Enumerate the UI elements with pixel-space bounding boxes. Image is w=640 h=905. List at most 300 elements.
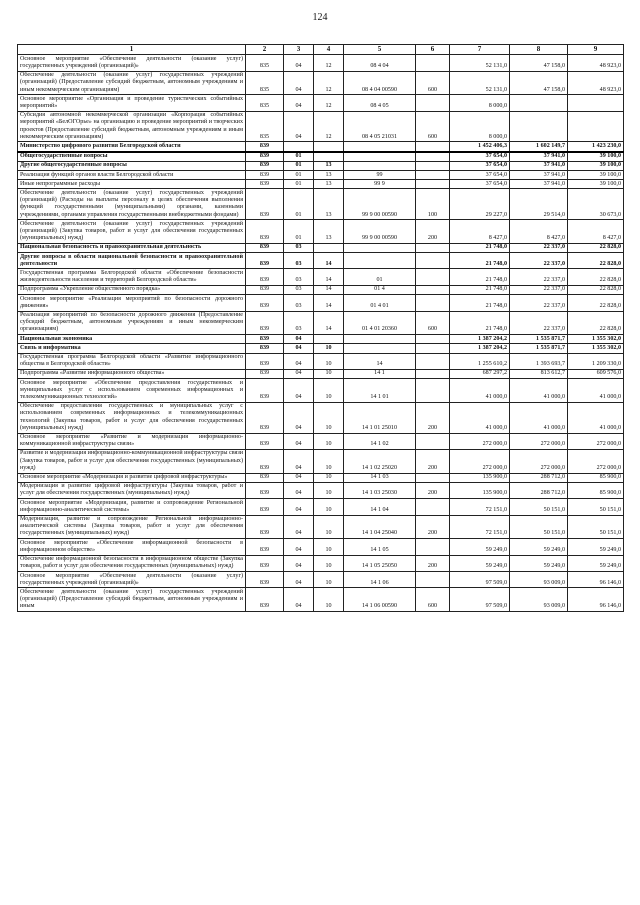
section-code: 03 bbox=[284, 285, 314, 294]
subsection-code: 12 bbox=[314, 55, 344, 71]
expense-type-code: 600 bbox=[416, 111, 450, 142]
expense-type-code: 200 bbox=[416, 402, 450, 433]
amount-year-1: 135 900,0 bbox=[450, 482, 510, 498]
table-row bbox=[18, 180, 624, 189]
header-row bbox=[18, 45, 624, 55]
expense-type-code bbox=[416, 55, 450, 71]
expense-type-code bbox=[416, 539, 450, 555]
subsection-code: 12 bbox=[314, 111, 344, 142]
amount-year-2: 22 337,0 bbox=[510, 253, 568, 269]
amount-year-3: 1 355 302,0 bbox=[568, 344, 624, 353]
target-article-code bbox=[344, 243, 416, 252]
ministry-code: 839 bbox=[246, 473, 284, 482]
subsection-code: 10 bbox=[314, 473, 344, 482]
ministry-code: 839 bbox=[246, 253, 284, 269]
subsection-code: 12 bbox=[314, 95, 344, 111]
expense-type-code: 100 bbox=[416, 189, 450, 220]
target-article-code: 08 4 05 21031 bbox=[344, 111, 416, 142]
amount-year-1: 37 654,0 bbox=[450, 152, 510, 162]
ministry-code: 839 bbox=[246, 402, 284, 433]
table-row bbox=[18, 379, 624, 403]
amount-year-2: 93 009,0 bbox=[510, 572, 568, 588]
amount-year-3: 41 000,0 bbox=[568, 379, 624, 403]
expense-type-code bbox=[416, 161, 450, 170]
expense-type-code bbox=[416, 379, 450, 403]
amount-year-3: 96 146,0 bbox=[568, 588, 624, 612]
section-code: 04 bbox=[284, 55, 314, 71]
ministry-code: 839 bbox=[246, 243, 284, 252]
expense-type-code bbox=[416, 335, 450, 344]
amount-year-2: 50 151,0 bbox=[510, 515, 568, 539]
expense-type-code bbox=[416, 295, 450, 311]
section-code: 04 bbox=[284, 539, 314, 555]
amount-year-2: 37 941,0 bbox=[510, 171, 568, 180]
expense-type-code: 200 bbox=[416, 449, 450, 473]
row-name: Государственная программа Белгородской области «Развитие информационного общества в Белгородской области» bbox=[18, 353, 246, 369]
row-name: Реализация мероприятий по безопасности дорожного движения (Предоставление субсидий бюджетным, автономным учреждениям и иным некоммерческим организациям) bbox=[18, 311, 246, 335]
table-row bbox=[18, 515, 624, 539]
amount-year-2 bbox=[510, 95, 568, 111]
ministry-code: 839 bbox=[246, 285, 284, 294]
table-row bbox=[18, 402, 624, 433]
amount-year-3: 1 423 230,0 bbox=[568, 142, 624, 152]
table-row bbox=[18, 433, 624, 449]
ministry-code: 839 bbox=[246, 269, 284, 285]
subsection-code: 10 bbox=[314, 555, 344, 571]
section-code: 01 bbox=[284, 220, 314, 244]
amount-year-1: 1 452 406,3 bbox=[450, 142, 510, 152]
table-row bbox=[18, 71, 624, 95]
amount-year-3: 41 000,0 bbox=[568, 402, 624, 433]
row-name: Подпрограмма «Укрепление общественного порядка» bbox=[18, 285, 246, 294]
section-code bbox=[284, 142, 314, 152]
subsection-code: 10 bbox=[314, 344, 344, 353]
ministry-code: 839 bbox=[246, 588, 284, 612]
section-code: 04 bbox=[284, 369, 314, 378]
ministry-code: 839 bbox=[246, 379, 284, 403]
expense-type-code bbox=[416, 142, 450, 152]
table-row bbox=[18, 253, 624, 269]
amount-year-2: 41 000,0 bbox=[510, 379, 568, 403]
subsection-code: 10 bbox=[314, 449, 344, 473]
target-article-code bbox=[344, 142, 416, 152]
amount-year-3: 22 828,0 bbox=[568, 311, 624, 335]
section-code: 04 bbox=[284, 402, 314, 433]
ministry-code: 839 bbox=[246, 189, 284, 220]
target-article-code: 14 1 04 25040 bbox=[344, 515, 416, 539]
amount-year-1: 1 387 204,2 bbox=[450, 344, 510, 353]
row-name: Государственная программа Белгородской области «Обеспечение безопасности жизнедеятельности населения и территорий Белгородской области» bbox=[18, 269, 246, 285]
target-article-code: 14 1 06 00590 bbox=[344, 588, 416, 612]
amount-year-3: 59 249,0 bbox=[568, 539, 624, 555]
ministry-code: 839 bbox=[246, 335, 284, 344]
header-cell: 6 bbox=[416, 45, 450, 55]
table-row bbox=[18, 344, 624, 353]
header-cell: 8 bbox=[510, 45, 568, 55]
subsection-code: 10 bbox=[314, 379, 344, 403]
target-article-code bbox=[344, 161, 416, 170]
amount-year-2: 813 612,7 bbox=[510, 369, 568, 378]
expense-type-code bbox=[416, 499, 450, 515]
ministry-code: 839 bbox=[246, 353, 284, 369]
row-name: Основное мероприятие «Обеспечение деятельности (оказание услуг) государственных учреждений (организаций)» bbox=[18, 572, 246, 588]
subsection-code bbox=[314, 243, 344, 252]
row-name: Основное мероприятие «Обеспечение предоставления государственных и муниципальных услуг с использованием современных информационных и телекоммуникационных технологий» bbox=[18, 379, 246, 403]
amount-year-2: 29 514,0 bbox=[510, 189, 568, 220]
ministry-code: 839 bbox=[246, 311, 284, 335]
subsection-code: 10 bbox=[314, 499, 344, 515]
subsection-code: 14 bbox=[314, 285, 344, 294]
subsection-code: 13 bbox=[314, 161, 344, 170]
amount-year-2: 1 393 693,7 bbox=[510, 353, 568, 369]
subsection-code bbox=[314, 152, 344, 162]
table-row bbox=[18, 353, 624, 369]
amount-year-2: 41 000,0 bbox=[510, 402, 568, 433]
header-cell: 5 bbox=[344, 45, 416, 55]
target-article-code: 14 1 01 25010 bbox=[344, 402, 416, 433]
amount-year-2: 1 602 149,7 bbox=[510, 142, 568, 152]
target-article-code bbox=[344, 152, 416, 162]
target-article-code: 14 1 06 bbox=[344, 572, 416, 588]
amount-year-2: 272 000,0 bbox=[510, 449, 568, 473]
amount-year-2: 59 249,0 bbox=[510, 539, 568, 555]
header-cell: 1 bbox=[18, 45, 246, 55]
row-name: Национальная экономика bbox=[18, 335, 246, 344]
amount-year-3: 59 249,0 bbox=[568, 555, 624, 571]
amount-year-1: 72 151,0 bbox=[450, 515, 510, 539]
amount-year-2: 59 249,0 bbox=[510, 555, 568, 571]
amount-year-2: 50 151,0 bbox=[510, 499, 568, 515]
amount-year-3: 48 923,0 bbox=[568, 55, 624, 71]
target-article-code: 99 9 00 00590 bbox=[344, 220, 416, 244]
row-name: Основное мероприятие «Обеспечение деятельности (оказание услуг) государственных учреждений (организаций)» bbox=[18, 55, 246, 71]
section-code: 03 bbox=[284, 269, 314, 285]
amount-year-3: 22 828,0 bbox=[568, 269, 624, 285]
section-code: 04 bbox=[284, 588, 314, 612]
amount-year-2: 288 712,0 bbox=[510, 473, 568, 482]
table-row bbox=[18, 161, 624, 170]
amount-year-3: 48 923,0 bbox=[568, 71, 624, 95]
table-row bbox=[18, 499, 624, 515]
amount-year-1: 37 654,0 bbox=[450, 180, 510, 189]
expense-type-code bbox=[416, 253, 450, 269]
subsection-code: 12 bbox=[314, 71, 344, 95]
target-article-code bbox=[344, 253, 416, 269]
subsection-code: 13 bbox=[314, 220, 344, 244]
subsection-code: 14 bbox=[314, 295, 344, 311]
expense-type-code bbox=[416, 243, 450, 252]
amount-year-2: 22 337,0 bbox=[510, 285, 568, 294]
budget-table bbox=[17, 44, 624, 612]
subsection-code: 14 bbox=[314, 253, 344, 269]
amount-year-1: 29 227,0 bbox=[450, 189, 510, 220]
subsection-code bbox=[314, 335, 344, 344]
ministry-code: 839 bbox=[246, 555, 284, 571]
expense-type-code bbox=[416, 353, 450, 369]
amount-year-1: 21 748,0 bbox=[450, 295, 510, 311]
amount-year-3: 39 100,0 bbox=[568, 161, 624, 170]
amount-year-1: 8 000,0 bbox=[450, 111, 510, 142]
ministry-code: 839 bbox=[246, 515, 284, 539]
expense-type-code bbox=[416, 344, 450, 353]
amount-year-2: 1 535 871,7 bbox=[510, 335, 568, 344]
ministry-code: 835 bbox=[246, 111, 284, 142]
amount-year-1: 37 654,0 bbox=[450, 161, 510, 170]
section-code: 01 bbox=[284, 171, 314, 180]
amount-year-2: 47 158,0 bbox=[510, 55, 568, 71]
amount-year-1: 97 509,0 bbox=[450, 572, 510, 588]
ministry-code: 839 bbox=[246, 433, 284, 449]
page-number: 124 bbox=[312, 12, 328, 23]
amount-year-1: 8 000,0 bbox=[450, 95, 510, 111]
target-article-code: 08 4 05 bbox=[344, 95, 416, 111]
target-article-code: 14 bbox=[344, 353, 416, 369]
header-cell: 4 bbox=[314, 45, 344, 55]
target-article-code: 14 1 bbox=[344, 369, 416, 378]
subsection-code: 14 bbox=[314, 269, 344, 285]
subsection-code: 10 bbox=[314, 433, 344, 449]
amount-year-3: 22 828,0 bbox=[568, 243, 624, 252]
target-article-code: 14 1 03 25030 bbox=[344, 482, 416, 498]
amount-year-2: 37 941,0 bbox=[510, 152, 568, 162]
amount-year-3: 50 151,0 bbox=[568, 499, 624, 515]
amount-year-3: 30 673,0 bbox=[568, 189, 624, 220]
amount-year-1: 8 427,0 bbox=[450, 220, 510, 244]
subsection-code: 10 bbox=[314, 588, 344, 612]
amount-year-3: 85 900,0 bbox=[568, 482, 624, 498]
subsection-code bbox=[314, 142, 344, 152]
ministry-code: 835 bbox=[246, 55, 284, 71]
subsection-code: 14 bbox=[314, 311, 344, 335]
amount-year-1: 272 000,0 bbox=[450, 433, 510, 449]
ministry-code: 839 bbox=[246, 344, 284, 353]
target-article-code: 08 4 04 00590 bbox=[344, 71, 416, 95]
target-article-code: 14 1 05 25050 bbox=[344, 555, 416, 571]
ministry-code: 839 bbox=[246, 369, 284, 378]
amount-year-1: 272 000,0 bbox=[450, 449, 510, 473]
row-name: Обеспечение деятельности (оказание услуг) государственных учреждений (организаций) (Расходы на выплаты персоналу в целях обеспечения выполнения функций государственными (муниципальными) органами, казенными учреждениями, органами управления государственными внебюджетными фондами) bbox=[18, 189, 246, 220]
section-code: 04 bbox=[284, 379, 314, 403]
ministry-code: 839 bbox=[246, 499, 284, 515]
amount-year-3: 8 427,0 bbox=[568, 220, 624, 244]
ministry-code: 839 bbox=[246, 482, 284, 498]
amount-year-3: 22 828,0 bbox=[568, 253, 624, 269]
subsection-code: 10 bbox=[314, 353, 344, 369]
expense-type-code bbox=[416, 95, 450, 111]
amount-year-1: 1 387 204,2 bbox=[450, 335, 510, 344]
amount-year-1: 59 249,0 bbox=[450, 539, 510, 555]
amount-year-3: 39 100,0 bbox=[568, 152, 624, 162]
row-name: Модернизация, развитие и сопровождение Региональной информационно-аналитической системы (Закупка товаров, работ и услуг для обеспечения государственных (муниципальных) нужд) bbox=[18, 515, 246, 539]
amount-year-1: 52 131,0 bbox=[450, 71, 510, 95]
ministry-code: 835 bbox=[246, 71, 284, 95]
expense-type-code bbox=[416, 269, 450, 285]
amount-year-2: 288 712,0 bbox=[510, 482, 568, 498]
table-row bbox=[18, 539, 624, 555]
row-name: Модернизация и развитие цифровой инфраструктуры (Закупка товаров, работ и услуг для обеспечения государственных (муниципальных) нужд) bbox=[18, 482, 246, 498]
target-article-code: 14 1 02 25020 bbox=[344, 449, 416, 473]
ministry-code: 839 bbox=[246, 449, 284, 473]
amount-year-2 bbox=[510, 111, 568, 142]
subsection-code: 10 bbox=[314, 482, 344, 498]
ministry-code: 839 bbox=[246, 220, 284, 244]
expense-type-code: 600 bbox=[416, 71, 450, 95]
expense-type-code: 200 bbox=[416, 220, 450, 244]
amount-year-3: 50 151,0 bbox=[568, 515, 624, 539]
target-article-code: 14 1 05 bbox=[344, 539, 416, 555]
row-name: Основное мероприятие «Развитие и модернизация информационно-коммуникационной инфраструктуры связи» bbox=[18, 433, 246, 449]
ministry-code: 839 bbox=[246, 539, 284, 555]
row-name: Министерство цифрового развития Белгородской области bbox=[18, 142, 246, 152]
table-row bbox=[18, 111, 624, 142]
target-article-code: 01 4 bbox=[344, 285, 416, 294]
table-row bbox=[18, 482, 624, 498]
section-code: 04 bbox=[284, 95, 314, 111]
row-name: Другие вопросы в области национальной безопасности и правоохранительной деятельности bbox=[18, 253, 246, 269]
expense-type-code: 600 bbox=[416, 588, 450, 612]
target-article-code: 08 4 04 bbox=[344, 55, 416, 71]
row-name: Развитие и модернизация информационно-коммуникационной инфраструктуры связи (Закупка товаров, работ и услуг для обеспечения государственных (муниципальных) нужд) bbox=[18, 449, 246, 473]
amount-year-1: 41 000,0 bbox=[450, 402, 510, 433]
amount-year-3 bbox=[568, 95, 624, 111]
expense-type-code bbox=[416, 285, 450, 294]
amount-year-1: 72 151,0 bbox=[450, 499, 510, 515]
amount-year-3 bbox=[568, 111, 624, 142]
expense-type-code: 600 bbox=[416, 311, 450, 335]
expense-type-code bbox=[416, 171, 450, 180]
amount-year-2: 22 337,0 bbox=[510, 295, 568, 311]
section-code: 01 bbox=[284, 189, 314, 220]
expense-type-code bbox=[416, 180, 450, 189]
subsection-code: 13 bbox=[314, 180, 344, 189]
table-row bbox=[18, 449, 624, 473]
table-body bbox=[18, 55, 624, 612]
amount-year-1: 21 748,0 bbox=[450, 285, 510, 294]
subsection-code: 10 bbox=[314, 539, 344, 555]
amount-year-3: 272 000,0 bbox=[568, 433, 624, 449]
ministry-code: 839 bbox=[246, 171, 284, 180]
section-code: 04 bbox=[284, 515, 314, 539]
expense-type-code bbox=[416, 433, 450, 449]
table-row bbox=[18, 269, 624, 285]
amount-year-3: 85 900,0 bbox=[568, 473, 624, 482]
target-article-code: 14 1 01 bbox=[344, 379, 416, 403]
section-code: 01 bbox=[284, 180, 314, 189]
amount-year-3: 22 828,0 bbox=[568, 295, 624, 311]
section-code: 03 bbox=[284, 295, 314, 311]
ministry-code: 839 bbox=[246, 295, 284, 311]
row-name: Другие общегосударственные вопросы bbox=[18, 161, 246, 170]
amount-year-2: 8 427,0 bbox=[510, 220, 568, 244]
ministry-code: 839 bbox=[246, 180, 284, 189]
amount-year-2: 37 941,0 bbox=[510, 180, 568, 189]
table-row bbox=[18, 555, 624, 571]
table-row bbox=[18, 55, 624, 71]
section-code: 01 bbox=[284, 152, 314, 162]
row-name: Иные непрограммные расходы bbox=[18, 180, 246, 189]
amount-year-1: 21 748,0 bbox=[450, 269, 510, 285]
table-row bbox=[18, 243, 624, 252]
row-name: Субсидия автономной некоммерческой организации «Корпорация событийных мероприятий «БелОГОрье» на организацию и проведение мероприятий и творческих проектов (Предоставление субсидий бюджетным, автономным учреждениям и иным некоммерческим организациям) bbox=[18, 111, 246, 142]
target-article-code bbox=[344, 335, 416, 344]
row-name: Обеспечение информационной безопасности в информационном обществе (Закупка товаров, работ и услуг для обеспечения государственных (муниципальных) нужд) bbox=[18, 555, 246, 571]
expense-type-code bbox=[416, 572, 450, 588]
section-code: 04 bbox=[284, 353, 314, 369]
section-code: 04 bbox=[284, 344, 314, 353]
table-row bbox=[18, 285, 624, 294]
expense-type-code: 200 bbox=[416, 555, 450, 571]
amount-year-1: 21 748,0 bbox=[450, 253, 510, 269]
amount-year-2: 1 535 871,7 bbox=[510, 344, 568, 353]
target-article-code: 01 bbox=[344, 269, 416, 285]
table-row bbox=[18, 189, 624, 220]
row-name: Обеспечение деятельности (оказание услуг) государственных учреждений (организаций) (Закупка товаров, работ и услуг для обеспечения государственных (муниципальных) нужд) bbox=[18, 220, 246, 244]
section-code: 01 bbox=[284, 161, 314, 170]
amount-year-2: 37 941,0 bbox=[510, 161, 568, 170]
subsection-code: 13 bbox=[314, 189, 344, 220]
header-cell: 3 bbox=[284, 45, 314, 55]
table-row bbox=[18, 473, 624, 482]
subsection-code: 13 bbox=[314, 171, 344, 180]
amount-year-3: 39 100,0 bbox=[568, 171, 624, 180]
amount-year-3: 272 000,0 bbox=[568, 449, 624, 473]
ministry-code: 839 bbox=[246, 572, 284, 588]
row-name: Реализация функций органов власти Белгородской области bbox=[18, 171, 246, 180]
table-row bbox=[18, 95, 624, 111]
subsection-code: 10 bbox=[314, 572, 344, 588]
row-name: Обеспечение деятельности (оказание услуг) государственных учреждений (организаций) (Предоставление субсидий бюджетным, автономным учреждениям и иным bbox=[18, 588, 246, 612]
section-code: 03 bbox=[284, 311, 314, 335]
section-code: 04 bbox=[284, 473, 314, 482]
target-article-code: 14 1 04 bbox=[344, 499, 416, 515]
table-row bbox=[18, 152, 624, 162]
amount-year-1: 21 748,0 bbox=[450, 311, 510, 335]
amount-year-1: 135 900,0 bbox=[450, 473, 510, 482]
target-article-code bbox=[344, 344, 416, 353]
subsection-code: 10 bbox=[314, 515, 344, 539]
row-name: Связь и информатика bbox=[18, 344, 246, 353]
row-name: Основное мероприятие «Модернизация и развитие цифровой инфраструктуры» bbox=[18, 473, 246, 482]
amount-year-1: 97 509,0 bbox=[450, 588, 510, 612]
header-cell: 2 bbox=[246, 45, 284, 55]
table-row bbox=[18, 142, 624, 152]
row-name: Основное мероприятие «Обеспечение информационной безопасности в информационном обществе» bbox=[18, 539, 246, 555]
table-row bbox=[18, 311, 624, 335]
amount-year-3: 96 146,0 bbox=[568, 572, 624, 588]
table-row bbox=[18, 369, 624, 378]
section-code: 03 bbox=[284, 243, 314, 252]
row-name: Обеспечение предоставления государственных и муниципальных услуг с использованием современных информационных и телекоммуникационных технологий (Закупка товаров, работ и услуг для обеспечения государственных (муниципальных) нужд) bbox=[18, 402, 246, 433]
table-row bbox=[18, 335, 624, 344]
expense-type-code bbox=[416, 473, 450, 482]
section-code: 04 bbox=[284, 71, 314, 95]
row-name: Основное мероприятие «Модернизация, развитие и сопровождение Региональной информационно-аналитической системы» bbox=[18, 499, 246, 515]
target-article-code: 14 1 03 bbox=[344, 473, 416, 482]
ministry-code: 839 bbox=[246, 161, 284, 170]
target-article-code: 99 9 00 00590 bbox=[344, 189, 416, 220]
amount-year-3: 609 576,0 bbox=[568, 369, 624, 378]
amount-year-1: 21 748,0 bbox=[450, 243, 510, 252]
row-name: Подпрограмма «Развитие информационного общества» bbox=[18, 369, 246, 378]
expense-type-code: 200 bbox=[416, 482, 450, 498]
subsection-code: 10 bbox=[314, 402, 344, 433]
amount-year-1: 687 297,2 bbox=[450, 369, 510, 378]
row-name: Основное мероприятие «Реализация мероприятий по безопасности дорожного движения» bbox=[18, 295, 246, 311]
expense-type-code bbox=[416, 369, 450, 378]
header-cell: 9 bbox=[568, 45, 624, 55]
amount-year-2: 93 009,0 bbox=[510, 588, 568, 612]
row-name: Основное мероприятие «Организация и проведение туристических событийных мероприятий» bbox=[18, 95, 246, 111]
